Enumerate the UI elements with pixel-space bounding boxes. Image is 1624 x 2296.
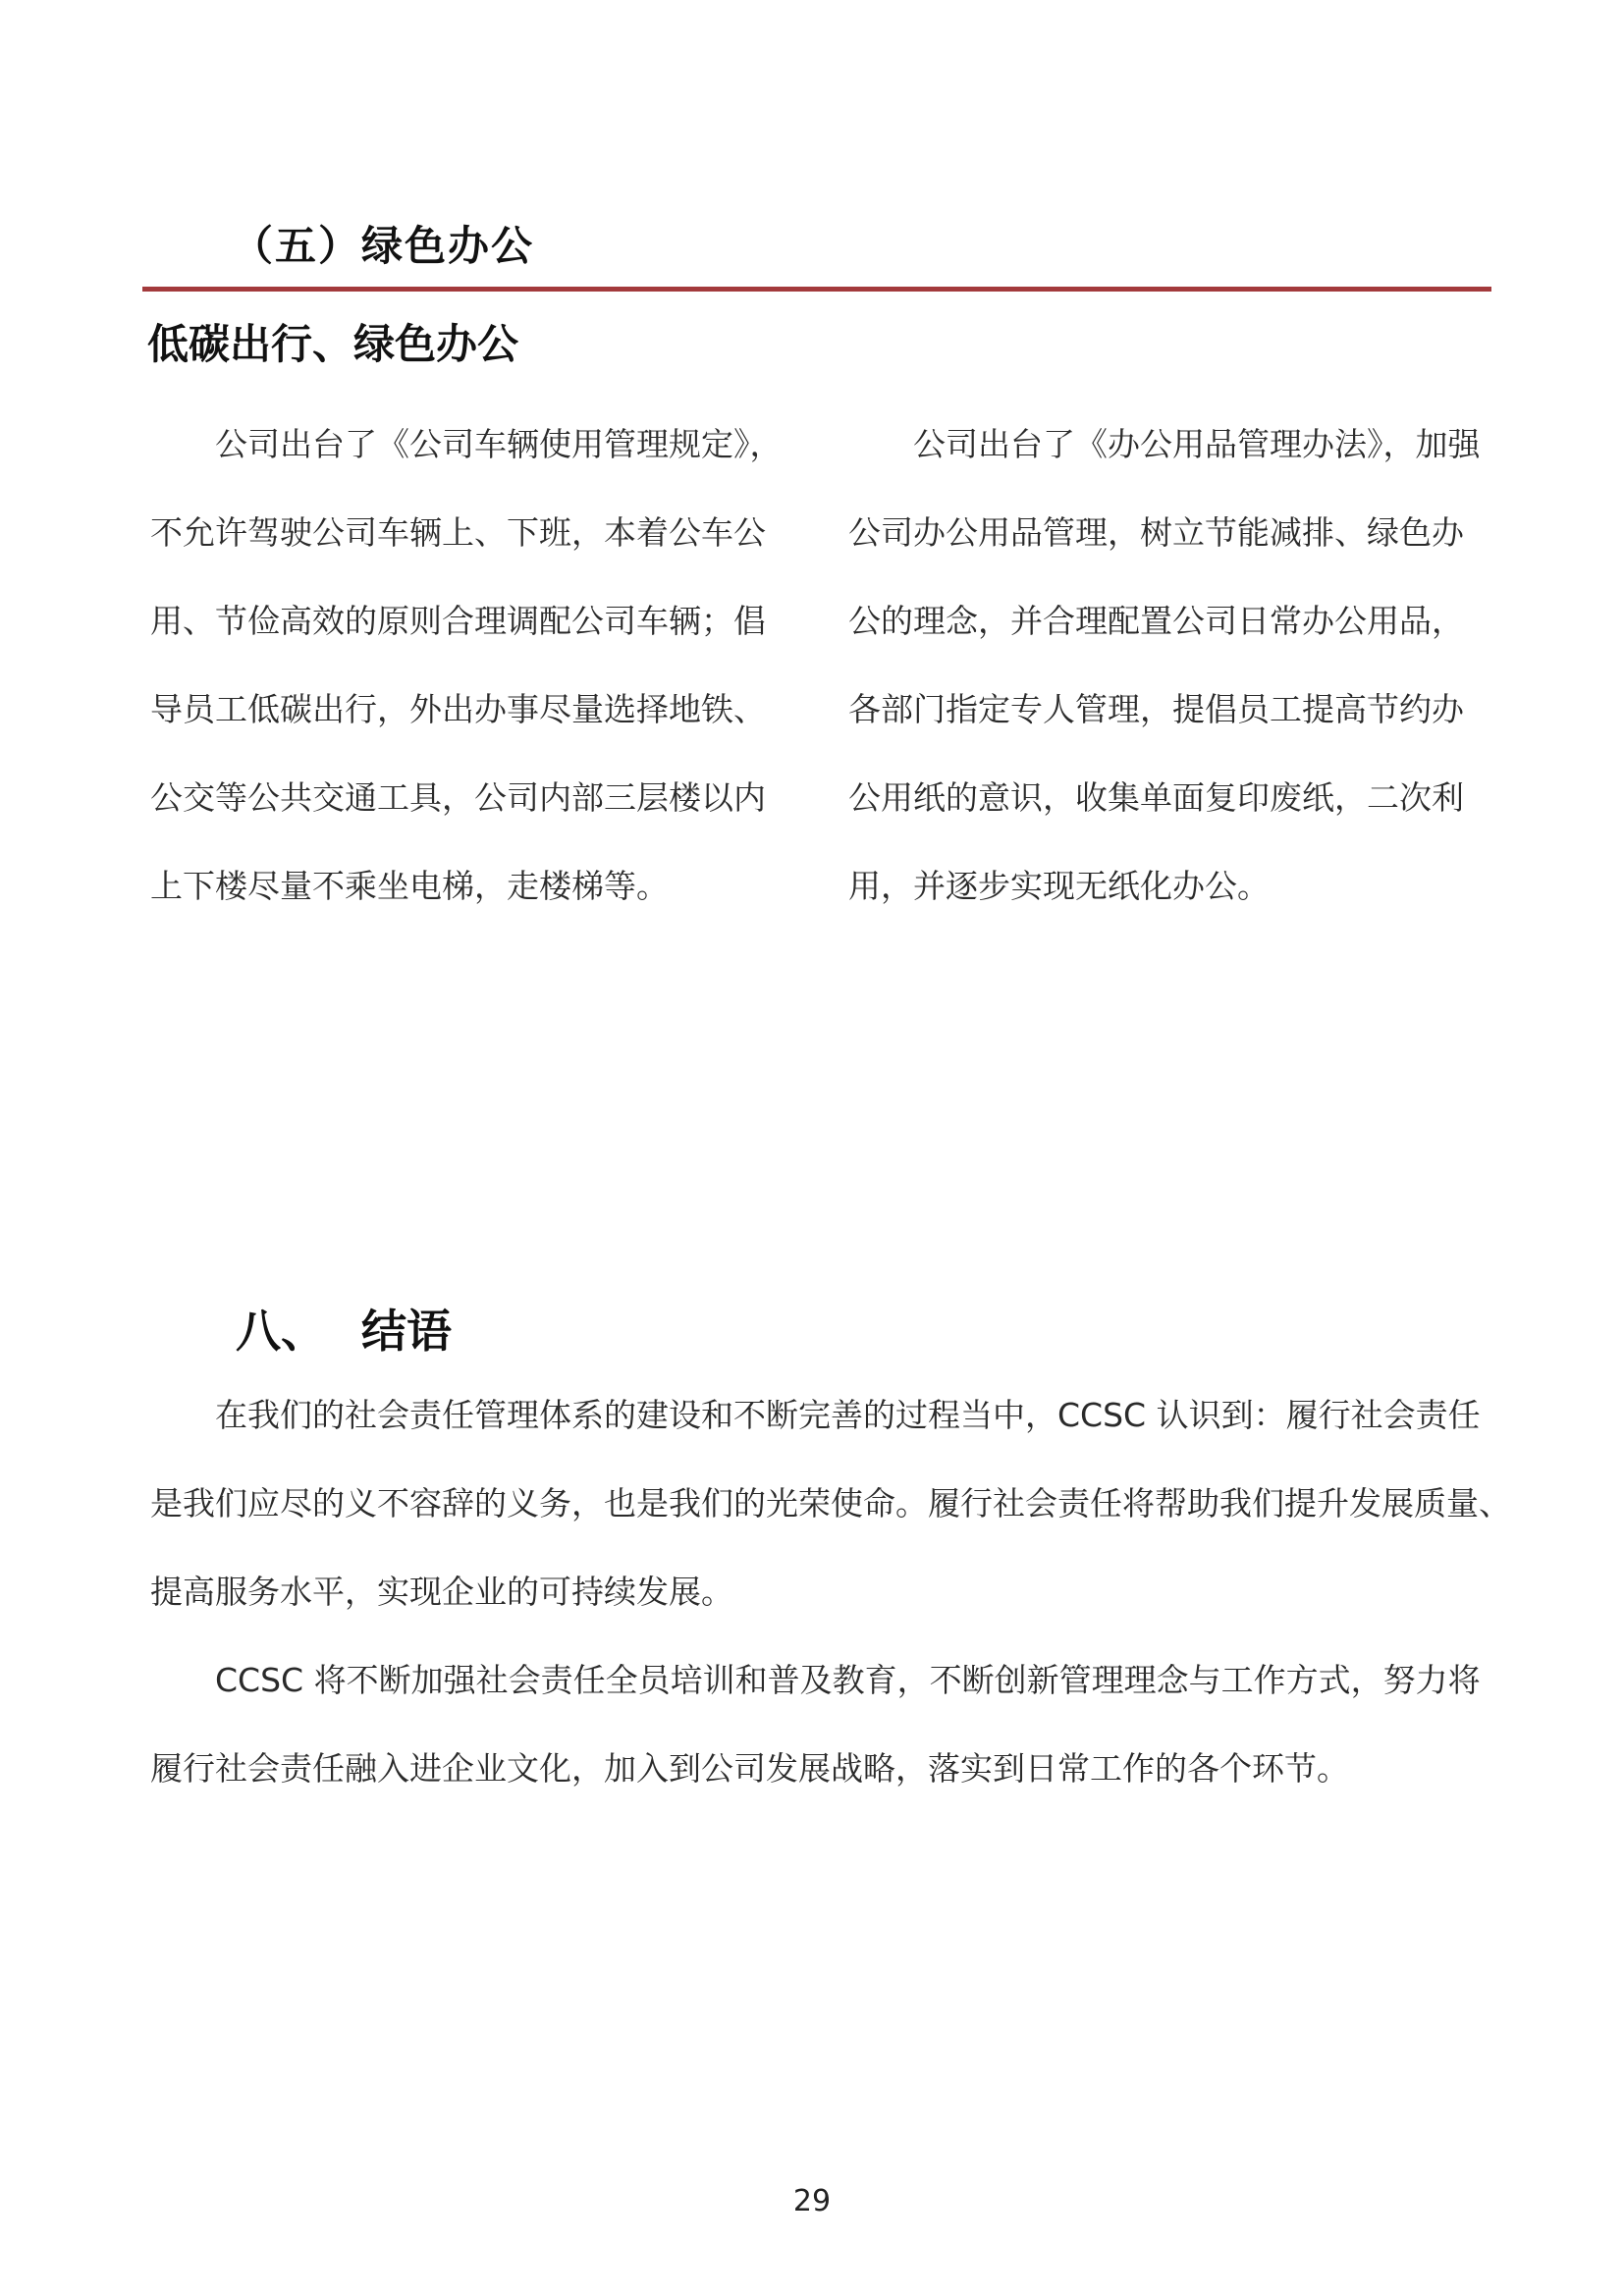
chapter-title: 结语 xyxy=(361,1305,452,1358)
right-column-line: 公司办公用品管理，树立节能减排、绿色办 xyxy=(848,513,1464,552)
right-column-line: 公用纸的意识，收集单面复印废纸，二次利 xyxy=(848,778,1464,817)
chapter-number: 八、 xyxy=(236,1305,326,1358)
left-column-line: 公交等公共交通工具，公司内部三层楼以内 xyxy=(150,778,766,817)
left-column-paragraph xyxy=(150,400,802,931)
paragraph-line: 提高服务水平，实现企业的可持续发展。 xyxy=(150,1573,733,1611)
page-number: 29 xyxy=(792,2184,832,2218)
right-column-line: 各部门指定专人管理，提倡员工提高节约办 xyxy=(848,690,1464,728)
left-column-line: 公司出台了《公司车辆使用管理规定》， xyxy=(215,425,783,463)
chapter-heading xyxy=(236,1296,452,1361)
paragraph-line: 在我们的社会责任管理体系的建设和不断完善的过程当中，CCSC 认识到：履行社会责任 xyxy=(215,1396,1481,1434)
left-column-line: 上下楼尽量不乘坐电梯，走楼梯等。 xyxy=(150,867,669,905)
right-column-paragraph xyxy=(848,400,1500,931)
left-column-line: 不允许驾驶公司车辆上、下班，本着公车公 xyxy=(150,513,766,552)
left-column-line: 导员工低碳出行，外出办事尽量选择地铁、 xyxy=(150,690,766,728)
conclusion-paragraph-2 xyxy=(150,1636,1491,1813)
left-column-line: 用、节俭高效的原则合理调配公司车辆；倡 xyxy=(150,602,766,640)
right-column-line: 用，并逐步实现无纸化办公。 xyxy=(848,867,1270,905)
paragraph-line: 履行社会责任融入进企业文化，加入到公司发展战略，落实到日常工作的各个环节。 xyxy=(150,1749,1349,1788)
subheading: 低碳出行、绿色办公 xyxy=(147,320,519,368)
section-heading: （五）绿色办公 xyxy=(232,222,535,270)
paragraph-line: CCSC 将不断加强社会责任全员培训和普及教育，不断创新管理理念与工作方式，努力将 xyxy=(215,1661,1481,1699)
conclusion-paragraph-1 xyxy=(150,1371,1511,1636)
right-column-line: 公的理念，并合理配置公司日常办公用品， xyxy=(848,602,1464,640)
right-column-line: 公司出台了《办公用品管理办法》，加强 xyxy=(913,425,1481,463)
paragraph-line: 是我们应尽的义不容辞的义务，也是我们的光荣使命。履行社会责任将帮助我们提升发展质量、 xyxy=(150,1484,1511,1522)
section-divider xyxy=(142,287,1491,292)
